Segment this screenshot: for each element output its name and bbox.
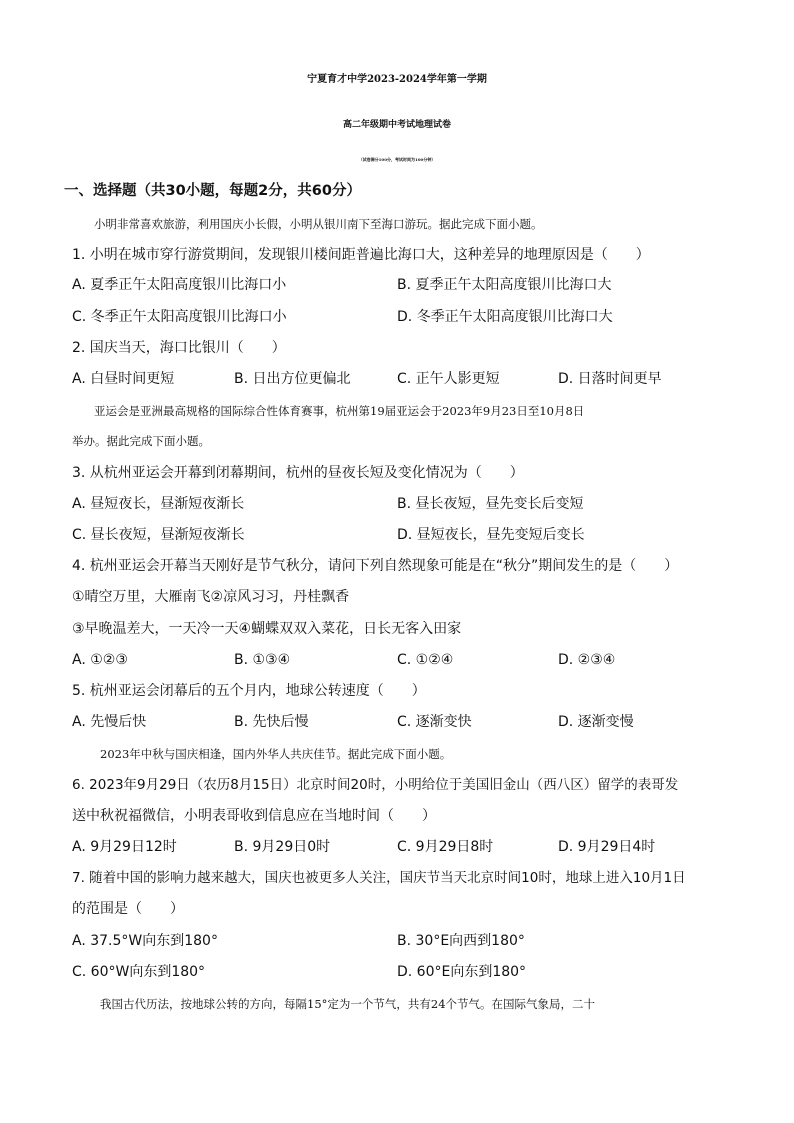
question-7-option-b: B. 30°E向西到180°	[397, 933, 525, 949]
question-2-option-d: D. 日落时间更早	[558, 371, 662, 387]
question-5-option-d: D. 逐渐变慢	[558, 714, 634, 730]
question-4-item-line-1: ①晴空万里，大雁南飞②凉风习习，丹桂飘香	[72, 589, 350, 605]
question-5-option-b: B. 先快后慢	[234, 714, 309, 730]
question-7-line-2: 的范围是（ ）	[72, 901, 184, 917]
intro-paragraph-4: 我国古代历法，按地球公转的方向，每隔15°定为一个节气，共有24个节气。在国际气象局，二十	[100, 997, 596, 1011]
question-4-option-a: A. ①②③	[72, 652, 128, 668]
question-2-option-b: B. 日出方位更偏北	[234, 371, 351, 387]
intro-paragraph-2-line-1: 亚运会是亚洲最高规格的国际综合性体育赛事，杭州第19届亚运会于2023年9月23日至10月8日	[94, 404, 585, 418]
question-5-stem: 5. 杭州亚运会闭幕后的五个月内，地球公转速度（ ）	[72, 683, 426, 699]
question-1-option-d: D. 冬季正午太阳高度银川比海口大	[397, 309, 613, 325]
question-7-option-c: C. 60°W向东到180°	[72, 964, 206, 980]
question-5-option-c: C. 逐渐变快	[397, 714, 472, 730]
question-2-option-c: C. 正午人影更短	[397, 371, 500, 387]
question-1-option-c: C. 冬季正午太阳高度银川比海口小	[72, 309, 287, 325]
intro-paragraph-3: 2023年中秋与国庆相逢，国内外华人共庆佳节。据此完成下面小题。	[100, 747, 452, 761]
question-2-option-a: A. 白昼时间更短	[72, 371, 175, 387]
exam-note: （试卷满分100分，考试时间为100分钟）	[358, 157, 436, 162]
intro-paragraph-1: 小明非常喜欢旅游，利用国庆小长假，小明从银川南下至海口游玩。据此完成下面小题。	[94, 217, 543, 231]
question-5-option-a: A. 先慢后快	[72, 714, 147, 730]
question-3-option-c: C. 昼长夜短，昼渐短夜渐长	[72, 527, 245, 543]
question-1-option-a: A. 夏季正午太阳高度银川比海口小	[72, 277, 287, 293]
question-7-line-1: 7. 随着中国的影响力越来越大，国庆也被更多人关注，国庆节当天北京时间10时，地球上进入10月1日	[72, 870, 686, 886]
exam-title: 宁夏育才中学2023-2024学年第一学期	[307, 74, 487, 85]
question-6-line-1: 6. 2023年9月29日（农历8月15日）北京时间20时，小明给位于美国旧金山（西八区）留学的表哥发	[72, 777, 679, 793]
question-4-option-d: D. ②③④	[558, 652, 616, 668]
question-1-stem: 1. 小明在城市穿行游赏期间，发现银川楼间距普遍比海口大，这种差异的地理原因是（ ）	[72, 247, 650, 263]
question-6-option-d: D. 9月29日4时	[558, 839, 656, 855]
question-6-option-c: C. 9月29日8时	[397, 839, 494, 855]
section-heading: 一、选择题（共30小题，每题2分，共60分）	[64, 183, 361, 199]
question-7-option-a: A. 37.5°W向东到180°	[72, 933, 218, 949]
question-2-stem: 2. 国庆当天，海口比银川（ ）	[72, 340, 286, 356]
question-1-option-b: B. 夏季正午太阳高度银川比海口大	[397, 277, 612, 293]
question-4-option-b: B. ①③④	[234, 652, 291, 668]
question-3-stem: 3. 从杭州亚运会开幕到闭幕期间，杭州的昼夜长短及变化情况为（ ）	[72, 465, 524, 481]
question-4-option-c: C. ①②④	[397, 652, 454, 668]
question-6-option-b: B. 9月29日0时	[234, 839, 331, 855]
question-6-option-a: A. 9月29日12时	[72, 839, 177, 855]
question-4-stem: 4. 杭州亚运会开幕当天刚好是节气秋分，请问下列自然现象可能是在“秋分”期间发生的是（ ）	[72, 558, 679, 574]
question-3-option-b: B. 昼长夜短，昼先变长后变短	[397, 496, 584, 512]
exam-subtitle: 高二年级期中考试地理试卷	[342, 120, 451, 130]
intro-paragraph-2-line-2: 举办。据此完成下面小题。	[72, 434, 210, 448]
question-3-option-a: A. 昼短夜长，昼渐短夜渐长	[72, 496, 245, 512]
question-7-option-d: D. 60°E向东到180°	[397, 964, 527, 980]
question-4-item-line-2: ③早晚温差大，一天冷一天④蝴蝶双双入菜花，日长无客入田家	[72, 621, 462, 637]
question-6-line-2: 送中秋祝福微信，小明表哥收到信息应在当地时间（ ）	[72, 808, 436, 824]
question-3-option-d: D. 昼短夜长，昼先变短后变长	[397, 527, 585, 543]
